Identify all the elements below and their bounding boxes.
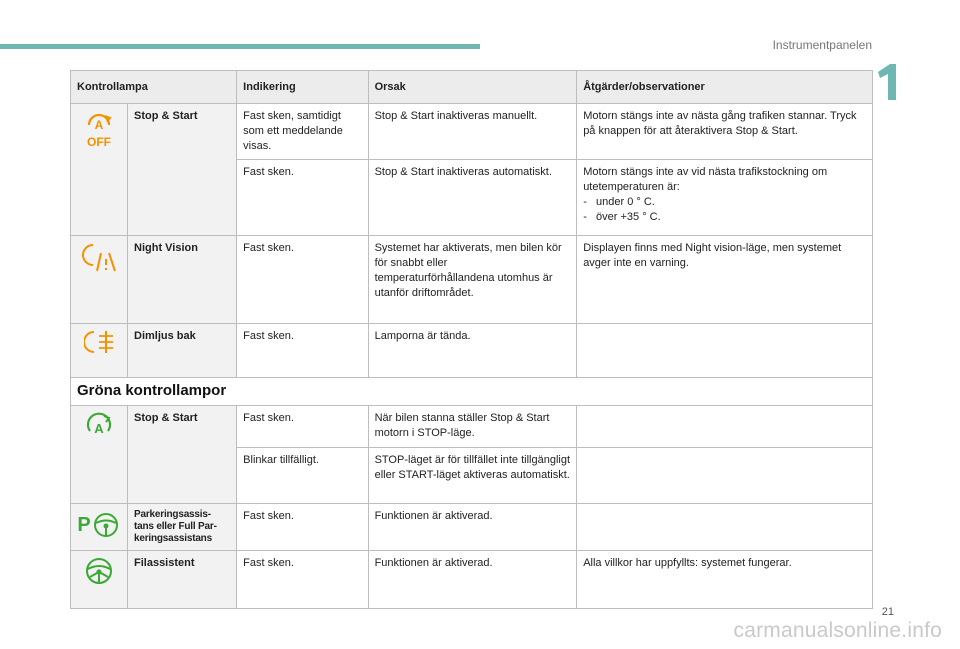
cause-text: Stop & Start inaktiveras manuellt. xyxy=(368,104,577,160)
svg-text:A: A xyxy=(94,421,104,436)
cause-text: Funktionen är aktiverad. xyxy=(368,504,577,551)
indication-text: Fast sken. xyxy=(237,324,368,378)
indication-text: Fast sken. xyxy=(237,406,368,448)
cause-text: Stop & Start inaktiveras automatiskt. xyxy=(368,160,577,236)
indication-text: Fast sken, samtidigt som ett meddelande visas. xyxy=(237,104,368,160)
lamp-icon-cell xyxy=(71,551,128,609)
svg-text:A: A xyxy=(94,118,104,132)
watermark: carmanualsonline.info xyxy=(733,619,942,642)
night-vision-orange-icon xyxy=(79,241,119,275)
green-lamps-title: Gröna kontrollampor xyxy=(71,378,873,406)
action-text: Displayen finns med Night vision-läge, men systemet avger inte en varning. xyxy=(577,236,873,324)
svg-text:P: P xyxy=(77,514,91,536)
top-accent-bar xyxy=(0,44,480,49)
column-header: Åtgärder/observationer xyxy=(577,71,873,104)
table-header-row xyxy=(71,71,873,104)
action-text: Alla villkor har uppfyllts: systemet fungerar. xyxy=(577,551,873,609)
lamp-icon-cell xyxy=(71,104,128,236)
list-item: - under 0 ° C. xyxy=(583,196,655,208)
svg-text:OFF: OFF xyxy=(87,135,111,149)
action-text xyxy=(577,406,873,448)
lane-assist-green-icon xyxy=(84,556,114,586)
table-row xyxy=(71,406,873,448)
action-text xyxy=(577,504,873,551)
indication-text: Fast sken. xyxy=(237,504,368,551)
table-row xyxy=(71,504,873,551)
list-item: - över +35 ° C. xyxy=(583,211,661,223)
table-row xyxy=(71,236,873,324)
column-header: Indikering xyxy=(237,71,368,104)
lamp-name: Filassistent xyxy=(128,551,237,609)
indication-text: Fast sken. xyxy=(237,160,368,236)
action-cell xyxy=(577,160,873,236)
lamp-name: Dimljus bak xyxy=(128,324,237,378)
page-number: 21 xyxy=(881,606,894,618)
indication-text: Fast sken. xyxy=(237,551,368,609)
action-text xyxy=(577,448,873,504)
chapter-number-icon xyxy=(876,64,898,100)
section-heading-row xyxy=(71,378,873,406)
action-text: Motorn stängs inte av vid nästa trafikstockning om utetemperaturen är: xyxy=(583,166,828,193)
lamp-name: Night Vision xyxy=(128,236,237,324)
cause-text: När bilen stanna ställer Stop & Start motorn i STOP-läge. xyxy=(368,406,577,448)
parking-assist-green-icon xyxy=(77,509,121,539)
action-text: Motorn stängs inte av nästa gång trafiken stannar. Tryck på knappen för att återaktivera Stop & Start. xyxy=(577,104,873,160)
cause-text: Systemet har aktiverats, men bilen kör för snabbt eller temperaturförhållandena utomhus är utanför driftområdet. xyxy=(368,236,577,324)
column-header: Kontrollampa xyxy=(71,71,237,104)
column-header: Orsak xyxy=(368,71,577,104)
rear-fog-light-orange-icon xyxy=(84,329,114,355)
lamp-icon-cell xyxy=(71,504,128,551)
table-row xyxy=(71,324,873,378)
indication-text: Blinkar tillfälligt. xyxy=(237,448,368,504)
lamp-icon-cell xyxy=(71,324,128,378)
section-title: Instrumentpanelen xyxy=(772,38,872,52)
indication-text: Fast sken. xyxy=(237,236,368,324)
warning-lamp-table xyxy=(70,70,873,609)
cause-text: Lamporna är tända. xyxy=(368,324,577,378)
lamp-name: Parkeringsassis-tans eller Full Par-keringsassistans xyxy=(128,504,237,551)
lamp-icon-cell xyxy=(71,406,128,504)
table-row xyxy=(71,551,873,609)
cause-text: STOP-läget är för tillfället inte tillgängligt eller START-läget aktiveras automatiskt. xyxy=(368,448,577,504)
table-row xyxy=(71,104,873,160)
stop-start-off-orange-icon xyxy=(81,109,117,149)
stop-start-green-icon xyxy=(84,411,114,441)
lamp-icon-cell xyxy=(71,236,128,324)
action-text xyxy=(577,324,873,378)
lamp-name: Stop & Start xyxy=(128,104,237,236)
lamp-name: Stop & Start xyxy=(128,406,237,504)
cause-text: Funktionen är aktiverad. xyxy=(368,551,577,609)
